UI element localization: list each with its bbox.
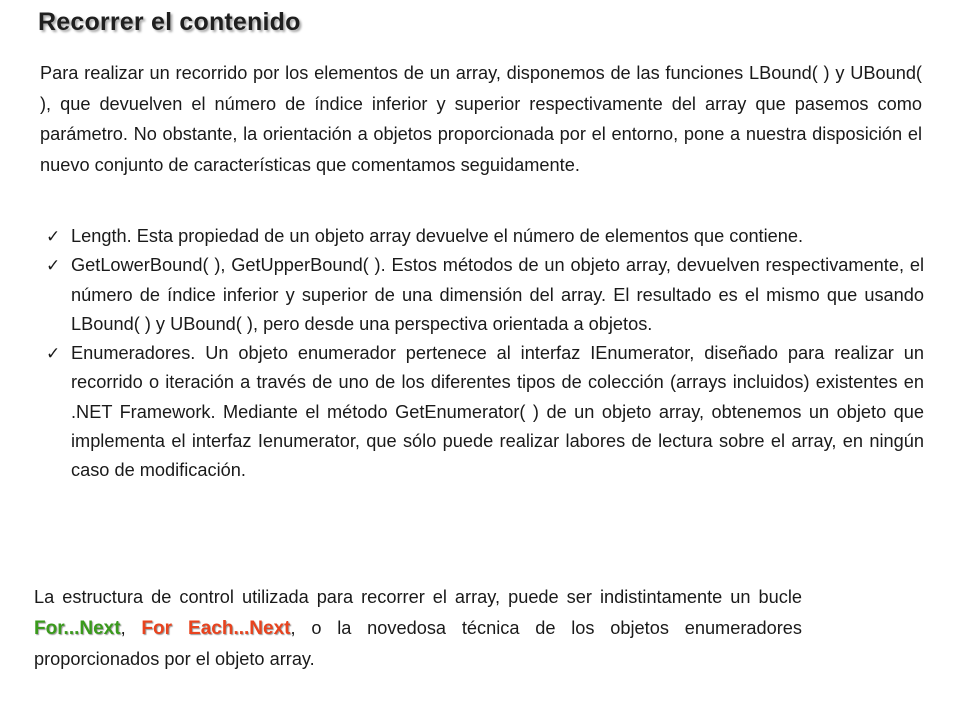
bullet-item-enumerators (46, 339, 924, 485)
slide-title: Recorrer el contenido (38, 8, 301, 36)
closing-separator: , (120, 617, 142, 638)
closing-text-end: , o la novedosa técnica de los objetos enumeradores proporcionados por el objeto array. (34, 617, 802, 669)
bullet-text: Length. Esta propiedad de un objeto array devuelve el número de elementos que contiene. (71, 226, 804, 246)
closing-paragraph (34, 582, 802, 675)
keyword-for-each-next: For Each...Next (141, 617, 291, 639)
bullet-list (46, 222, 924, 486)
check-icon: ✓ (46, 256, 61, 276)
bullet-item-length (46, 222, 924, 251)
bullet-text: GetLowerBound( ), GetUpperBound( ). Estos métodos de un objeto array, devuelven respectivamente, el número de índice inferior y superior de una dimensión del array. El resultado es el mismo que usando LBound( ) y UBound( ), pero desde una perspectiva orientada a objetos. (71, 255, 924, 334)
keyword-for-next: For...Next (34, 617, 121, 639)
check-icon: ✓ (46, 227, 61, 246)
check-icon: ✓ (46, 344, 61, 364)
bullet-item-bounds (46, 251, 924, 339)
intro-paragraph: Para realizar un recorrido por los elementos de un array, disponemos de las funciones LBound( ) y UBound( ), que devuelven el número de índice inferior y superior respectivamente del array que pasemos como parámetro. No obstante, la orientación a objetos proporcionada por el entorno, pone a nuestra disposición el nuevo conjunto de características que comentamos seguidamente. (40, 63, 922, 175)
closing-text-start: La estructura de control utilizada para recorrer el array, puede ser indistintamente un bucle (34, 587, 802, 607)
bullet-text: Enumeradores. Un objeto enumerador pertenece al interfaz IEnumerator, diseñado para realizar un recorrido o iteración a través de uno de los diferentes tipos de colección (arrays incluidos) existentes en .NET Framework. Mediante el método GetEnumerator( ) de un objeto array, obtenemos un objeto que implementa el interfaz Ienumerator, que sólo puede realizar labores de lectura sobre el array, en ningún caso de modificación. (71, 343, 924, 481)
